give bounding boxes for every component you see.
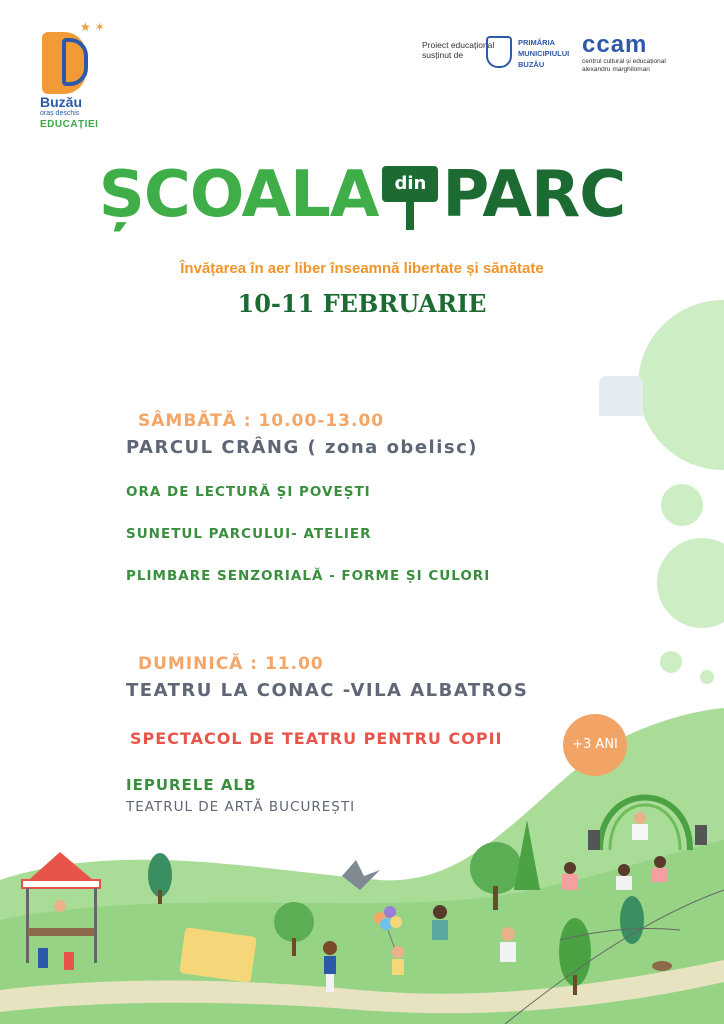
saturday-activity: PLIMBARE SENZORIALĂ - FORME ȘI CULORI — [126, 568, 491, 584]
primaria-line2: MUNICIPIULUI — [518, 49, 570, 58]
signpost-icon — [380, 160, 440, 230]
saturday-place: PARCUL CRÂNG ( zona obelisc) — [126, 437, 478, 458]
logo-b-blue-shape — [62, 38, 88, 86]
event-title — [0, 158, 724, 232]
decor-circle-small — [661, 484, 703, 526]
age-badge: +3 ANI — [563, 714, 627, 776]
logo-tagline: EDUCAȚIEI — [40, 119, 99, 130]
sunday-place: TEATRU LA CONAC -VILA ALBATROS — [126, 680, 529, 701]
buzau-logo — [36, 20, 116, 130]
ccam-name: ccam — [582, 31, 648, 58]
logo-title: Buzău — [40, 94, 82, 110]
crest-icon — [486, 36, 512, 68]
primaria-text — [518, 37, 569, 70]
ccam-desc-line2: alexandru marghiloman — [582, 66, 650, 73]
ccam-desc-line1: centrul cultural și educațional — [582, 58, 666, 65]
cloud-icon — [599, 376, 643, 416]
title-din: din — [382, 166, 438, 202]
sponsor-text: Proiect educațional susținut de — [422, 40, 495, 60]
ccam-logo — [582, 32, 692, 74]
decor-circle-dot2 — [700, 670, 714, 684]
title-parc: PARC — [442, 158, 626, 232]
saturday-activity: SUNETUL PARCULUI- ATELIER — [126, 526, 372, 542]
sunday-time: DUMINICĂ : 11.00 — [138, 654, 324, 674]
decor-circle-medium — [657, 538, 724, 628]
saturday-time: SÂMBĂTĂ : 10.00-13.00 — [138, 411, 385, 431]
primaria-logo — [486, 34, 576, 74]
sunday-company: TEATRUL DE ARTĂ BUCUREȘTI — [126, 799, 356, 815]
saturday-activity: ORA DE LECTURĂ ȘI POVEȘTI — [126, 484, 371, 500]
primaria-line3: BUZĂU — [518, 60, 545, 69]
star-icon: ★ ✶ — [80, 20, 105, 34]
tagline: Învățarea în aer liber înseamnă libertate și sănătate — [180, 260, 544, 277]
decor-circle-large — [638, 300, 724, 470]
sunday-show: SPECTACOL DE TEATRU PENTRU COPII — [130, 729, 503, 748]
event-date: 10-11 FEBRUARIE — [237, 289, 487, 318]
logo-subtitle: oraș deschis — [40, 110, 80, 117]
decor-circle-dot1 — [660, 651, 682, 673]
title-scoala: ȘCOALA — [98, 158, 379, 232]
primaria-line1: PRIMĂRIA — [518, 38, 556, 47]
sunday-show-title: IEPURELE ALB — [126, 776, 257, 794]
